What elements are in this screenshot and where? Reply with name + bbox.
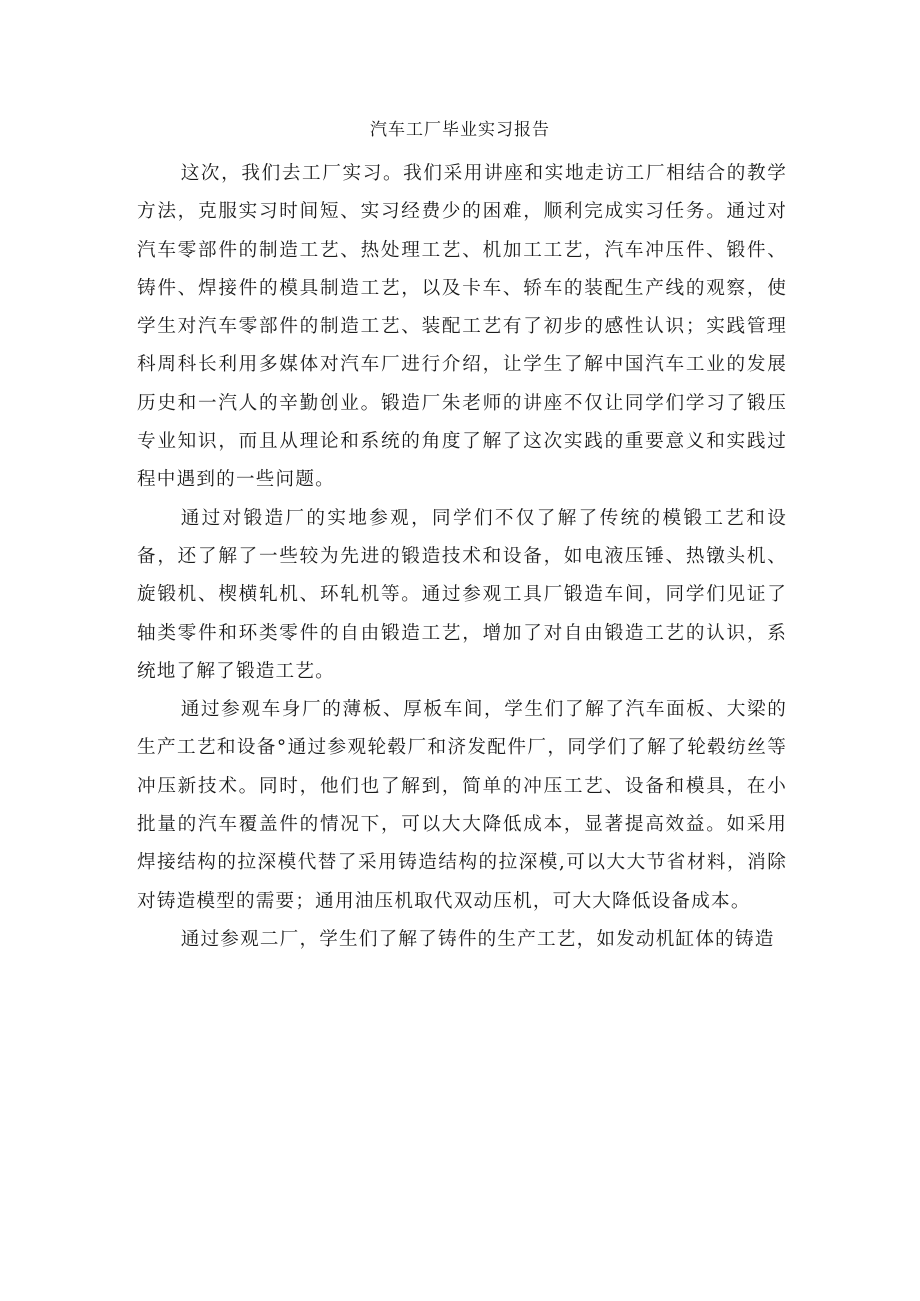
paragraph: 这次，我们去工厂实习。我们采用讲座和实地走访工厂相结合的教学方法，克服实习时间短、实习经费少的困难，顺利完成实习任务。通过对汽车零部件的制造工艺、热处理工艺、机加工工艺，汽车冲压件、锻件、铸件、焊接件的模具制造工艺，以及卡车、轿车的装配生产线的观察，使学生对汽车零部件的制造工艺、装配工艺有了初步的感性认识；实践管理科周科长利用多媒体对汽车厂进行介绍，让学生了解中国汽车工业的发展历史和一汽人的辛勤创业。锻造厂朱老师的讲座不仅让同学们学习了锻压专业知识，而且从理论和系统的角度了解了这次实践的重要意义和实践过程中遇到的一些问题。 [137,163,787,491]
paragraph: 通过参观二厂，学生们了解了铸件的生产工艺，如发动机缸体的铸造 [180,928,775,950]
paragraph: 通过参观车身厂的薄板、厚板车间，学生们了解了汽车面板、大梁的生产工艺和设备°通过参观轮毂厂和济发配件厂，同学们了解了轮毂纺丝等冲压新技术。同时，他们也了解到，简单的冲压工艺、设备和模具，在小批量的汽车覆盖件的情况下，可以大大降低成本，显著提高效益。如采用焊接结构的拉深模代替了采用铸造结构的拉深模,可以大大节省材料，消除对铸造模型的需要；通用油压机取代双动压机，可大大降低设备成本。 [137,699,787,912]
document-title: 汽车工厂毕业实习报告 [370,120,550,140]
document-body [137,155,787,959]
paragraph: 通过对锻造厂的实地参观，同学们不仅了解了传统的模锻工艺和设备，还了解了一些较为先进的锻造技术和设备，如电液压锤、热镦头机、旋锻机、楔横轧机、环轧机等。通过参观工具厂锻造车间，同学们见证了轴类零件和环类零件的自由锻造工艺，增加了对自由锻造工艺的认识，系统地了解了锻造工艺。 [137,507,787,682]
